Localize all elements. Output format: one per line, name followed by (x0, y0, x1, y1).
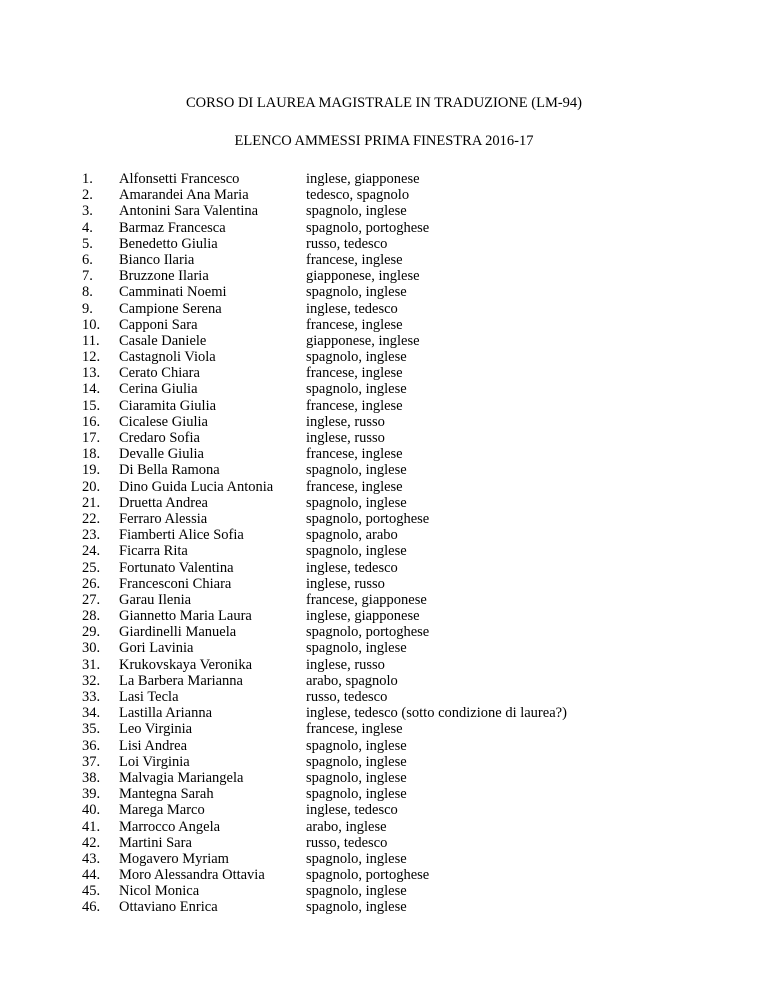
entry-name: Lastilla Arianna (119, 705, 213, 722)
entry-languages: spagnolo, inglese (306, 737, 407, 754)
entry-languages: spagnolo, inglese (306, 850, 407, 867)
entry-name: Bianco Ilaria (119, 251, 195, 268)
list-item (82, 268, 702, 284)
entry-languages: arabo, spagnolo (306, 672, 398, 689)
entry-name: Ciaramita Giulia (119, 397, 217, 414)
list-item (82, 333, 702, 349)
document-title: CORSO DI LAUREA MAGISTRALE IN TRADUZIONE (LM-94) (185, 95, 583, 111)
entry-name: Campione Serena (119, 300, 222, 317)
entry-languages: russo, tedesco (306, 689, 388, 705)
entry-languages: giapponese, inglese (306, 268, 420, 285)
entry-number: 24. (82, 543, 101, 560)
list-item (82, 640, 702, 656)
entry-languages: spagnolo, portoghese (306, 624, 430, 641)
entry-languages: spagnolo, inglese (306, 203, 407, 220)
entry-number: 8. (82, 284, 93, 301)
entry-number: 39. (82, 786, 101, 803)
list-item (82, 187, 702, 203)
entry-name: Marrocco Angela (119, 818, 221, 835)
entry-languages: giapponese, inglese (306, 332, 420, 349)
entry-languages: francese, inglese (306, 721, 403, 738)
entry-name: Leo Virginia (119, 721, 193, 738)
entry-number: 32. (82, 672, 101, 689)
entry-languages: tedesco, spagnolo (306, 187, 410, 204)
list-item (82, 657, 702, 673)
entry-languages: inglese, russo (306, 656, 385, 673)
entry-number: 31. (82, 656, 101, 673)
list-item (82, 236, 702, 252)
list-item (82, 317, 702, 333)
list-item (82, 721, 702, 737)
list-item (82, 462, 702, 478)
entry-languages: spagnolo, inglese (306, 349, 407, 366)
list-item (82, 883, 702, 899)
entry-name: Garau Ilenia (119, 591, 192, 608)
list-item (82, 592, 702, 608)
list-item (82, 171, 702, 187)
entry-languages: spagnolo, portoghese (306, 510, 430, 527)
list-item (82, 479, 702, 495)
entry-number: 20. (82, 478, 101, 495)
document-subtitle: ELENCO AMMESSI PRIMA FINESTRA 2016-17 (234, 133, 534, 149)
entry-number: 3. (82, 203, 93, 220)
list-item (82, 624, 702, 640)
entry-number: 13. (82, 365, 101, 382)
list-item (82, 576, 702, 592)
entry-number: 33. (82, 689, 101, 705)
list-item (82, 835, 702, 851)
entry-name: Fiamberti Alice Sofia (119, 527, 244, 544)
entry-number: 37. (82, 753, 101, 770)
entry-languages: spagnolo, inglese (306, 753, 407, 770)
list-item (82, 802, 702, 818)
entry-name: Krukovskaya Veronika (119, 656, 253, 673)
entry-number: 25. (82, 559, 101, 576)
entry-number: 10. (82, 316, 101, 333)
entry-languages: spagnolo, portoghese (306, 867, 430, 884)
list-item (82, 770, 702, 786)
list-item (82, 301, 702, 317)
entry-name: La Barbera Marianna (119, 672, 243, 689)
list-item (82, 899, 702, 915)
entry-name: Devalle Giulia (119, 446, 204, 463)
entry-name: Mantegna Sarah (119, 786, 214, 803)
entry-languages: spagnolo, inglese (306, 494, 407, 511)
entry-languages: russo, tedesco (306, 834, 388, 851)
entry-name: Cerina Giulia (119, 381, 198, 398)
entry-name: Giannetto Maria Laura (119, 608, 252, 625)
entry-languages: inglese, tedesco (sotto condizione di laurea?) (306, 705, 567, 722)
entry-number: 22. (82, 510, 101, 527)
entry-name: Cerato Chiara (119, 365, 200, 382)
entry-number: 4. (82, 219, 93, 236)
list-item (82, 349, 702, 365)
entry-name: Lisi Andrea (119, 737, 188, 754)
entry-languages: russo, tedesco (306, 235, 388, 252)
entry-number: 12. (82, 349, 101, 366)
entry-languages: inglese, russo (306, 575, 385, 592)
entry-number: 28. (82, 608, 101, 625)
list-item (82, 365, 702, 381)
entry-languages: spagnolo, inglese (306, 786, 407, 803)
entry-number: 46. (82, 899, 101, 916)
list-item (82, 754, 702, 770)
entry-number: 27. (82, 591, 101, 608)
entry-languages: inglese, russo (306, 413, 385, 430)
list-item (82, 495, 702, 511)
entry-name: Antonini Sara Valentina (119, 203, 259, 220)
entry-languages: arabo, inglese (306, 818, 387, 835)
entry-name: Di Bella Ramona (119, 462, 220, 479)
entry-number: 17. (82, 430, 101, 446)
entry-name: Casale Daniele (119, 332, 207, 349)
list-item (82, 673, 702, 689)
list-item (82, 381, 702, 397)
entry-languages: francese, inglese (306, 365, 403, 382)
entry-name: Gori Lavinia (119, 640, 194, 657)
list-item (82, 446, 702, 462)
entry-languages: spagnolo, inglese (306, 769, 407, 786)
list-item (82, 786, 702, 802)
entry-languages: francese, inglese (306, 316, 403, 333)
entry-number: 40. (82, 802, 101, 819)
entry-name: Ferraro Alessia (119, 510, 208, 527)
entry-languages: francese, inglese (306, 397, 403, 414)
entry-languages: inglese, tedesco (306, 559, 398, 576)
entry-name: Castagnoli Viola (119, 349, 216, 366)
entry-name: Moro Alessandra Ottavia (119, 867, 265, 884)
entry-name: Amarandei Ana Maria (119, 187, 249, 204)
list-item (82, 527, 702, 543)
entry-number: 42. (82, 834, 101, 851)
entry-name: Benedetto Giulia (119, 235, 218, 252)
entry-languages: inglese, tedesco (306, 300, 398, 317)
entry-name: Giardinelli Manuela (119, 624, 237, 641)
entry-number: 41. (82, 818, 101, 835)
entry-name: Malvagia Mariangela (119, 769, 244, 786)
entry-languages: spagnolo, inglese (306, 883, 407, 900)
entry-languages: spagnolo, inglese (306, 381, 407, 398)
entry-languages: inglese, russo (306, 430, 385, 446)
list-item (82, 252, 702, 268)
entry-number: 5. (82, 235, 93, 252)
entry-languages: francese, inglese (306, 251, 403, 268)
list-item (82, 220, 702, 236)
entry-number: 11. (82, 332, 100, 349)
list-item (82, 543, 702, 559)
entry-name: Credaro Sofia (119, 430, 200, 446)
entry-number: 44. (82, 867, 101, 884)
admitted-list (82, 171, 702, 916)
entry-number: 16. (82, 413, 101, 430)
list-item (82, 511, 702, 527)
list-item (82, 608, 702, 624)
entry-number: 7. (82, 268, 93, 285)
entry-number: 43. (82, 850, 101, 867)
entry-languages: spagnolo, portoghese (306, 219, 430, 236)
list-item (82, 284, 702, 300)
list-item (82, 689, 702, 705)
entry-number: 21. (82, 494, 101, 511)
entry-number: 1. (82, 171, 93, 187)
entry-number: 45. (82, 883, 101, 900)
list-item (82, 398, 702, 414)
entry-name: Capponi Sara (119, 316, 198, 333)
list-item (82, 414, 702, 430)
entry-number: 38. (82, 769, 101, 786)
entry-number: 6. (82, 251, 93, 268)
entry-name: Marega Marco (119, 802, 205, 819)
entry-number: 23. (82, 527, 101, 544)
entry-name: Ficarra Rita (119, 543, 188, 560)
list-item (82, 819, 702, 835)
entry-number: 30. (82, 640, 101, 657)
entry-languages: spagnolo, inglese (306, 543, 407, 560)
entry-languages: spagnolo, inglese (306, 462, 407, 479)
entry-name: Martini Sara (119, 834, 192, 851)
entry-languages: inglese, giapponese (306, 171, 420, 187)
entry-languages: inglese, giapponese (306, 608, 420, 625)
entry-name: Bruzzone Ilaria (119, 268, 209, 285)
entry-name: Druetta Andrea (119, 494, 208, 511)
entry-name: Francesconi Chiara (119, 575, 232, 592)
entry-name: Ottaviano Enrica (119, 899, 218, 916)
list-item (82, 203, 702, 219)
entry-name: Camminati Noemi (119, 284, 227, 301)
list-item (82, 560, 702, 576)
list-item (82, 738, 702, 754)
entry-languages: spagnolo, inglese (306, 899, 407, 916)
list-item (82, 430, 702, 446)
entry-languages: spagnolo, inglese (306, 284, 407, 301)
entry-number: 15. (82, 397, 101, 414)
entry-number: 18. (82, 446, 101, 463)
entry-name: Lasi Tecla (119, 689, 179, 705)
list-item (82, 867, 702, 883)
list-item (82, 851, 702, 867)
entry-number: 14. (82, 381, 101, 398)
entry-name: Loi Virginia (119, 753, 190, 770)
entry-name: Nicol Monica (119, 883, 200, 900)
entry-languages: spagnolo, arabo (306, 527, 398, 544)
entry-number: 2. (82, 187, 93, 204)
entry-name: Cicalese Giulia (119, 413, 208, 430)
entry-name: Mogavero Myriam (119, 850, 229, 867)
entry-number: 26. (82, 575, 101, 592)
entry-languages: inglese, tedesco (306, 802, 398, 819)
entry-number: 9. (82, 300, 93, 317)
entry-number: 35. (82, 721, 101, 738)
entry-languages: francese, inglese (306, 446, 403, 463)
entry-name: Alfonsetti Francesco (119, 171, 240, 187)
entry-name: Dino Guida Lucia Antonia (119, 478, 274, 495)
entry-number: 36. (82, 737, 101, 754)
entry-number: 29. (82, 624, 101, 641)
list-item (82, 705, 702, 721)
entry-name: Barmaz Francesca (119, 219, 226, 236)
entry-languages: spagnolo, inglese (306, 640, 407, 657)
entry-number: 19. (82, 462, 101, 479)
entry-number: 34. (82, 705, 101, 722)
entry-languages: francese, giapponese (306, 591, 427, 608)
entry-name: Fortunato Valentina (119, 559, 234, 576)
entry-languages: francese, inglese (306, 478, 403, 495)
